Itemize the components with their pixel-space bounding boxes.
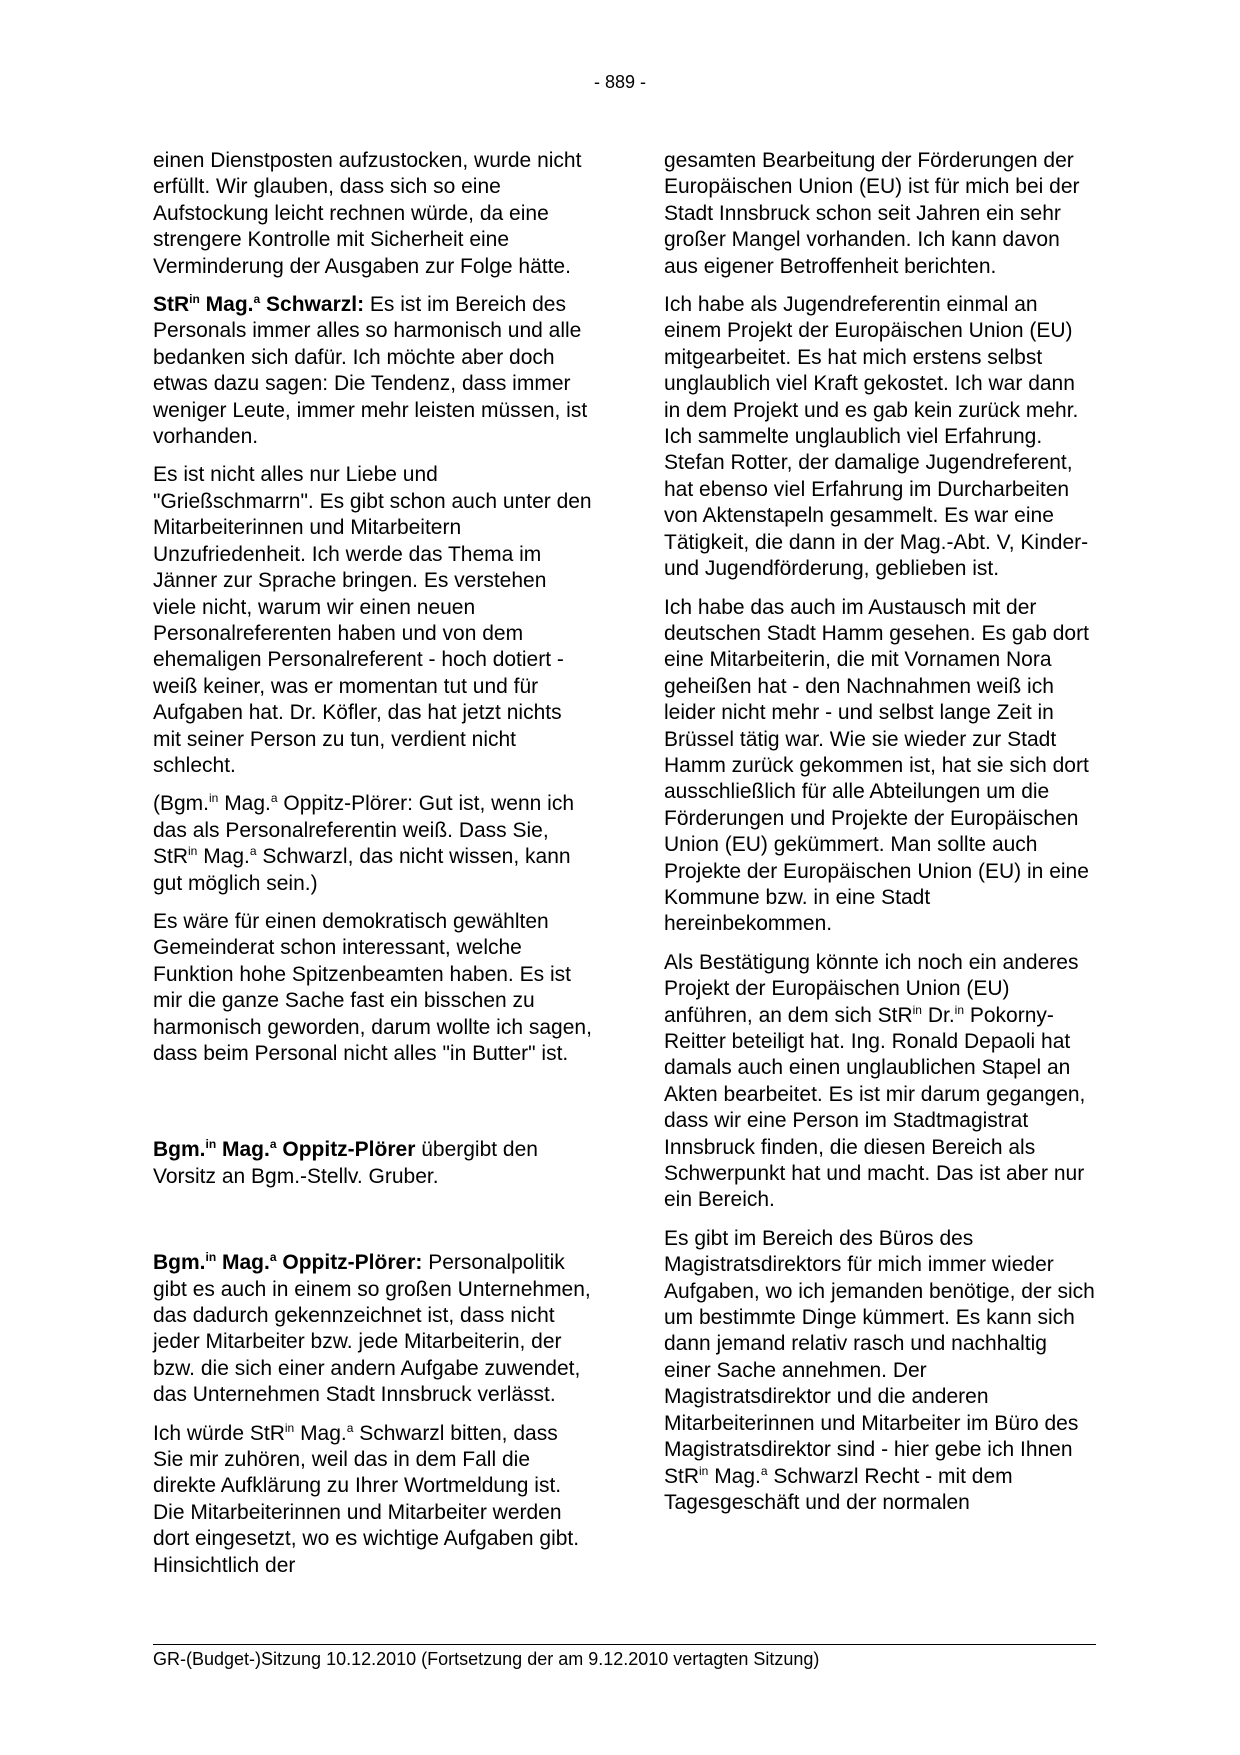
paragraph: Ich würde StR$^{in}$ Mag.$^a$ Schwarzl bitten, dass Sie mir zuhören, weil das in dem Fall die direkte Aufklärung zu Ihrer Wortmeldung ist. Die Mitarbeiterinnen und Mitarbeiter werden dort eingesetzt, wo es wichtige Aufgaben gibt. Hinsichtlich der	[153, 1420, 580, 1577]
paragraph: Bgm.$^{in}$ Mag.$^a$ Oppitz-Plörer übergibt den Vorsitz an Bgm.-Stellv. Gruber.	[153, 1137, 538, 1188]
left-column	[153, 148, 593, 1591]
right-column	[664, 148, 1096, 1528]
paragraph: Es gibt im Bereich des Büros des Magistratsdirektors für mich immer wieder Aufgaben, wo ich jemanden benötige, der sich um bestimmte Dinge kümmert. Es kann sich dann jemand relativ rasch und nachhaltig einer Sache annehmen. Der Magistratsdirektor und die anderen Mitarbeiterinnen und Mitarbeiter im Büro des Magistratsdirektor sind - hier gebe ich Ihnen StR$^{in}$ Mag.$^a$ Schwarzl Recht - mit dem Tagesgeschäft und der normalen	[664, 1226, 1095, 1514]
paragraph: Ich habe als Jugendreferentin einmal an einem Projekt der Europäischen Union (EU) mitgearbeitet. Es hat mich erstens selbst unglaublich viel Kraft gekostet. Ich war dann in dem Projekt und es gab kein zurück mehr. Ich sammelte unglaublich viel Erfahrung. Stefan Rotter, der damalige Jugendreferent, hat ebenso viel Erfahrung im Durcharbeiten von Aktenstapeln gesammelt. Es war eine Tätigkeit, die dann in der Mag.-Abt. V, Kinder- und Jugendförderung, geblieben ist.	[664, 293, 1089, 581]
paragraph: Es wäre für einen demokratisch gewählten Gemeinderat schon interessant, welche Funktion hohe Spitzenbeamten haben. Es ist mir die ganze Sache fast ein bisschen zu harmonisch geworden, darum wollte ich sagen, dass beim Personal nicht alles "in Butter" ist.	[153, 909, 592, 1065]
paragraph: StR$^{in}$ Mag.$^a$ Schwarzl: Es ist im Bereich des Personals immer alles so harmonisch und alle bedanken sich dafür. Ich möchte aber doch etwas dazu sagen: Die Tendenz, dass immer weniger Leute, immer mehr leisten müssen, ist vorhanden.	[153, 292, 588, 449]
speaker-name: Bgm.$^{in}$ Mag.$^a$ Oppitz-Plörer	[153, 1137, 416, 1162]
paragraph: Als Bestätigung könnte ich noch ein anderes Projekt der Europäischen Union (EU) anführen, an dem sich StR$^{in}$ Dr.$^{in}$ Pokorny-Reitter beteiligt hat. Ing. Ronald Depaoli hat damals auch einen unglaublichen Stapel an Akten bearbeitet. Es ist mir darum gegangen, dass wir eine Person im Stadtmagistrat Innsbruck finden, die diesen Bereich als Schwerpunkt hat und macht. Das ist aber nur ein Bereich.	[664, 950, 1086, 1212]
paragraph: Es ist nicht alles nur Liebe und "Grießschmarrn". Es gibt schon auch unter den Mitarbeiterinnen und Mitarbeitern Unzufriedenheit. Ich werde das Thema im Jänner zur Sprache bringen. Es verstehen viele nicht, warum wir einen neuen Personalreferenten haben und von dem ehemaligen Personalreferent - hoch dotiert - weiß keiner, was er momentan tut und für Aufgaben hat. Dr. Köfler, das hat jetzt nichts mit seiner Person zu tun, verdient nicht schlecht.	[153, 463, 592, 777]
paragraph: Ich habe das auch im Austausch mit der deutschen Stadt Hamm gesehen. Es gab dort eine Mitarbeiterin, die mit Vornamen Nora geheißen hat - den Nachnahmen weiß ich leider nicht mehr - und selbst lange Zeit in Brüssel tätig war. Wie sie wieder zur Stadt Hamm zurück gekommen ist, hat sie sich dort ausschließlich für alle Abteilungen um die Förderungen und Projekte der Europäischen Union (EU) gekümmert. Man sollte auch Projekte der Europäischen Union (EU) in eine Kommune bzw. in eine Stadt hereinbekommen.	[664, 595, 1089, 936]
speaker-name: StR$^{in}$ Mag.$^a$ Schwarzl:	[153, 292, 365, 317]
paragraph: Bgm.$^{in}$ Mag.$^a$ Oppitz-Plörer: Personalpolitik gibt es auch in einem so großen Unternehmen, das dadurch gekennzeichnet ist, dass nicht jeder Mitarbeiter bzw. jede Mitarbeiterin, der bzw. die sich einer andern Aufgabe zuwendet, das Unternehmen Stadt Innsbruck verlässt.	[153, 1250, 591, 1407]
footer: GR-(Budget-)Sitzung 10.12.2010 (Fortsetzung der am 9.12.2010 vertagten Sitzung)	[153, 1649, 820, 1669]
speaker-name: Bgm.$^{in}$ Mag.$^a$ Oppitz-Plörer:	[153, 1250, 423, 1275]
footer-divider	[153, 1644, 1096, 1645]
page-number: - 889 -	[593, 72, 647, 92]
paragraph: gesamten Bearbeitung der Förderungen der Europäischen Union (EU) ist für mich bei der Stadt Innsbruck schon seit Jahren ein sehr großer Mangel vorhanden. Ich kann davon aus eigener Betroffenheit berichten.	[664, 149, 1080, 278]
paragraph: einen Dienstposten aufzustocken, wurde nicht erfüllt. Wir glauben, dass sich so eine Aufstockung leicht rechnen würde, da eine strengere Kontrolle mit Sicherheit eine Verminderung der Ausgaben zur Folge hätte.	[153, 149, 582, 278]
paragraph: (Bgm.$^{in}$ Mag.$^a$ Oppitz-Plörer: Gut ist, wenn ich das als Personalreferentin weiß. Dass Sie, StR$^{in}$ Mag.$^a$ Schwarzl, das nicht wissen, kann gut möglich sein.)	[153, 791, 575, 895]
